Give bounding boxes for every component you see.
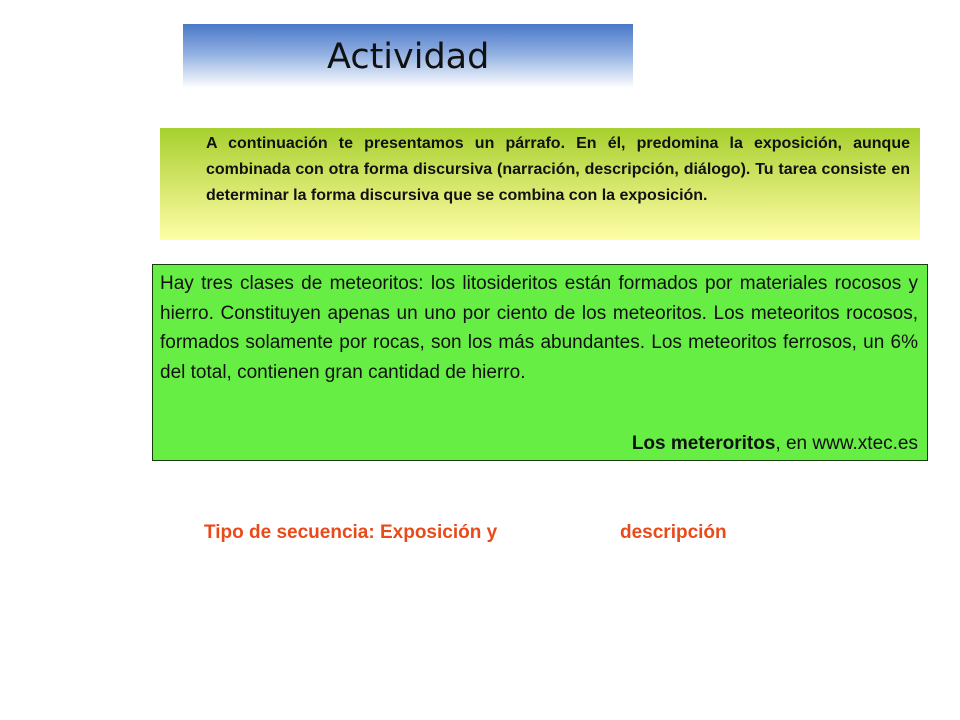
page-title: Actividad [327, 37, 490, 77]
instructions-text: A continuación te presentamos un párrafo. En él, predomina la exposición, aunque combinada con otra forma discursiva (narración, descripción, diálogo). Tu tarea consiste en determinar la forma discursiva que se combina con la exposición. [206, 135, 910, 204]
answer-combined-form: descripción [620, 522, 727, 543]
citation-source: , en www.xtec.es [775, 433, 918, 454]
answer-sequence-type: Tipo de secuencia: Exposición y [204, 522, 498, 543]
citation-title: Los meterorito [631, 433, 765, 454]
passage-text: Hay tres clases de meteoritos: los litosideritos están formados por materiales rocosos y hierro. Constituyen apenas un uno por ciento de los meteoritos. Los meteoritos rocosos, formados solamente por rocas, son los más abundantes. Los meteoritos ferrosos, un 6% del total, contienen gran cantidad de hierro. [160, 273, 918, 383]
passage-citation [632, 430, 918, 458]
citation-title-end: s [764, 433, 776, 454]
